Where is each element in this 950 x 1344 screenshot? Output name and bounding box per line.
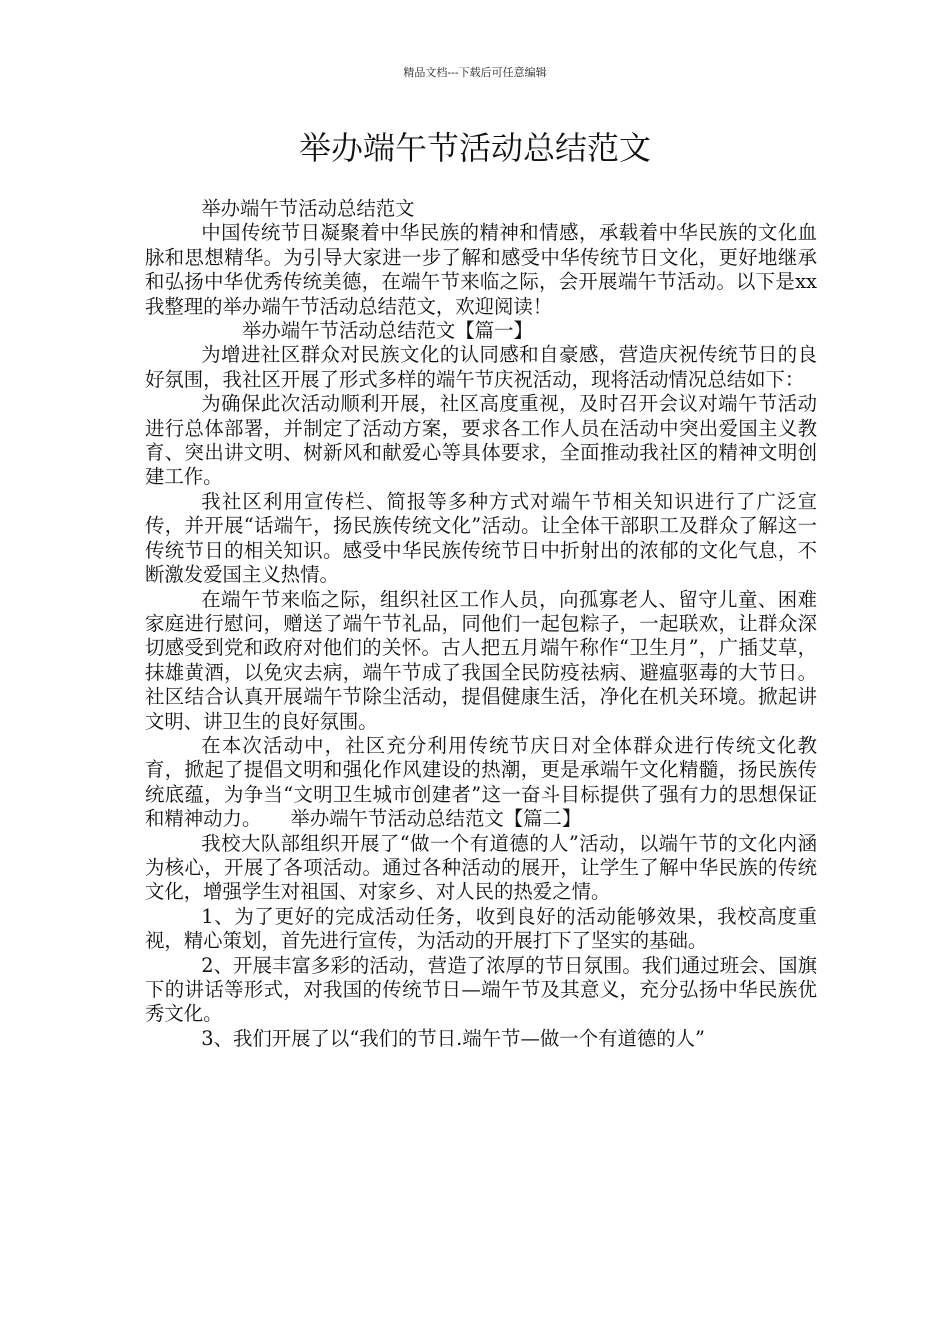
paragraph-intro: 中国传统节日凝聚着中华民族的精神和情感，承载着中华民族的文化血脉和思想精华。为引导大家进一步了解和感受中华传统节日文化，更好地继承和弘扬中华优秀传统美德，在端午节来临之际，会开展端午节活动。以下是xx我整理的举办端午节活动总结范文，欢迎阅读！ <box>145 221 817 318</box>
paragraph: 我校大队部组织开展了“做一个有道德的人”活动，以端午节的文化内涵为核心，开展了各项活动。通过各种活动的展开，让学生了解中华民族的传统文化，增强学生对祖国、对家乡、对人民的热爱之情。 <box>145 831 817 904</box>
header-note: 精品文档---下载后可任意编辑 <box>403 66 547 79</box>
paragraph-list-item: 3、我们开展了以“我们的节日.端午节—做一个有道德的人” <box>201 1026 705 1050</box>
paragraph-subtitle: 举办端午节活动总结范文 <box>201 197 415 220</box>
paragraph: 我社区利用宣传栏、简报等多种方式对端午节相关知识进行了广泛宣传，并开展“话端午，扬民族传统文化”活动。让全体干部职工及群众了解这一传统节日的相关知识。感受中华民族传统节日中折射出的浓郁的文化气息，不断激发爱国主义热情。 <box>145 489 817 587</box>
paragraph-list-item: 2、开展丰富多彩的活动，营造了浓厚的节日氛围。我们通过班会、国旗下的讲话等形式，对我国的传统节日—端午节及其意义，充分弘扬中华民族优秀文化。 <box>145 953 817 1026</box>
section-heading-1: 举办端午节活动总结范文【篇一】 <box>242 319 533 343</box>
document-body <box>145 197 817 1051</box>
paragraph: 为确保此次活动顺利开展，社区高度重视，及时召开会议对端午节活动进行总体部署，并制定了活动方案，要求各工作人员在活动中突出爱国主义教育、突出讲文明、树新风和献爱心等具体要求，全面推动我社区的精神文明创建工作。 <box>145 392 817 489</box>
paragraph: 在本次活动中，社区充分利用传统节庆日对全体群众进行传统文化教育，掀起了提倡文明和强化作风建设的热潮，更是承端午文化精髓，扬民族传统底蕴，为争当“文明卫生城市创建者”这一奋斗目标提供了强有力的思想保证和精神动力。 举办端午节活动总结范文【篇二】 <box>145 733 817 831</box>
paragraph: 为增进社区群众对民族文化的认同感和自豪感，营造庆祝传统节日的良好氛围，我社区开展了形式多样的端午节庆祝活动，现将活动情况总结如下： <box>145 343 817 391</box>
paragraph-list-item: 1、为了更好的完成活动任务，收到良好的活动能够效果，我校高度重视，精心策划，首先进行宣传，为活动的开展打下了坚实的基础。 <box>145 904 817 953</box>
document-title: 举办端午节活动总结范文 <box>298 129 651 167</box>
paragraph: 在端午节来临之际，组织社区工作人员，向孤寡老人、留守儿童、困难家庭进行慰问，赠送了端午节礼品，同他们一起包粽子，一起联欢，让群众深切感受到党和政府对他们的关怀。古人把五月端午称作“卫生月”，广插艾草，抹雄黄酒，以免灾去病，端午节成了我国全民防疫祛病、避瘟驱毒的大节日。社区结合认真开展端午节除尘活动，提倡健康生活，净化在机关环境。掀起讲文明、讲卫生的良好氛围。 <box>145 587 817 733</box>
